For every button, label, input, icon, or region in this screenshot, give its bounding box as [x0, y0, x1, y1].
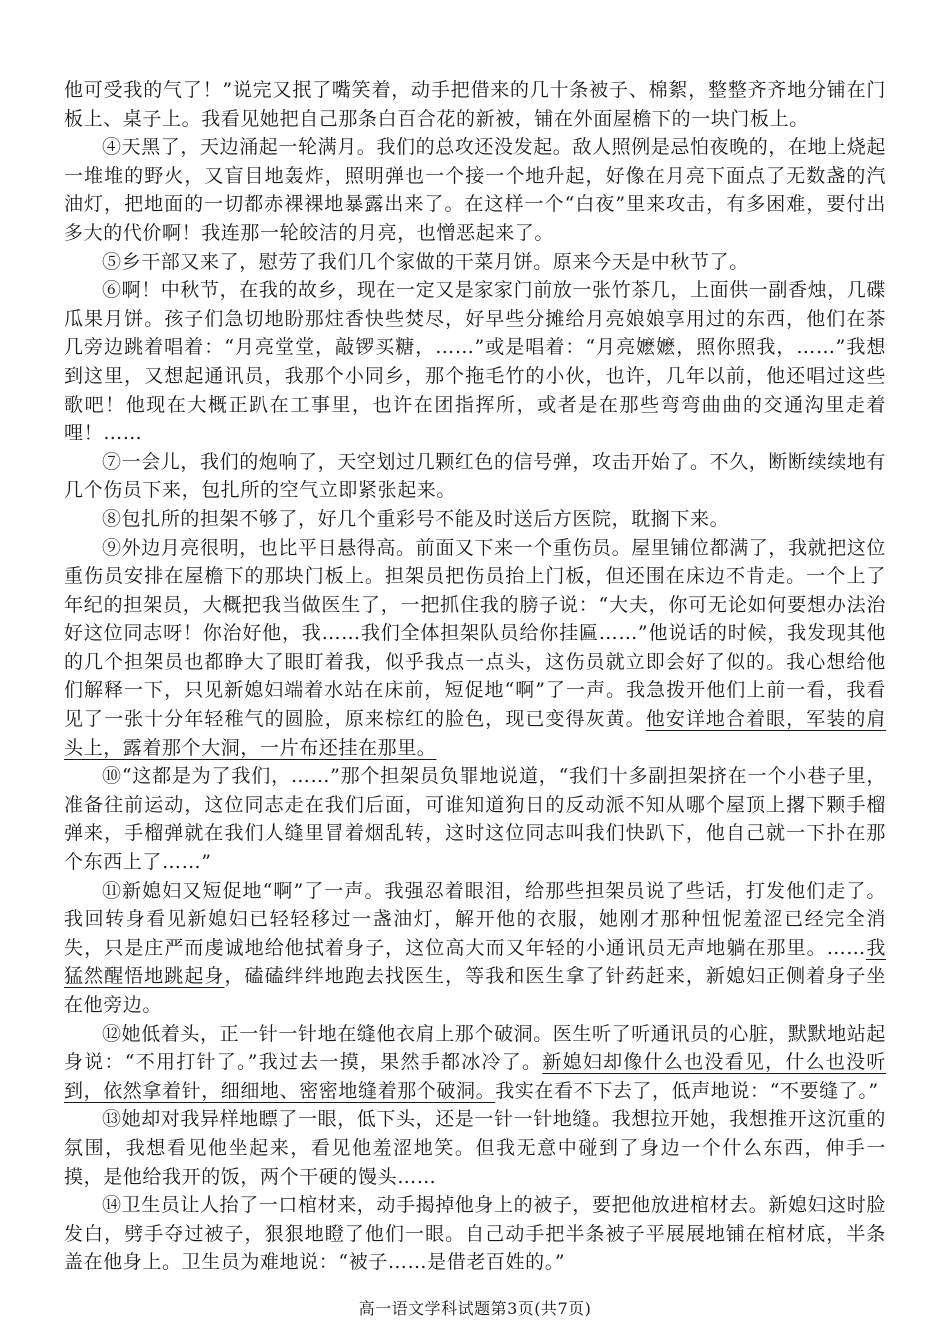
paragraph-text: ⑨外边月亮很明，也比平日悬得高。前面又下来一个重伤员。屋里铺位都满了，我就把这位重伤员安排在屋檐下的那块门板上。担架员把伤员抬上门板，但还围在床边不肯走。一个上了年纪的担架员，大概把我当做医生了，一把抓住我的膀子说：“大夫，你可无论如何要想办法治好这位同志呀！你治好他，我……我们全体担架队员给你挂匾……”他说话的时候，我发现其他的几个担架员也都睁大了眼盯着我，似乎我点一点头，这伤员就立即会好了似的。我心想给他们解释一下，只见新媳妇端着水站在床前，短促地“啊”了一声。我急拨开他们上前一看，我看见了一张十分年轻稚气的圆脸，原来棕红的脸色，现已变得灰黄。: [64, 536, 887, 731]
passage-paragraph: [64, 762, 886, 876]
paragraph-text: ⑪新媳妇又短促地“啊”了一声。我强忍着眼泪，给那些担架员说了些话，打发他们走了。我回转身看见新媳妇已轻轻移过一盏油灯，解开他的衣服，她刚才那种忸怩羞涩已经完全消失，只是庄严而虔诚地给他拭着身子，这位高大而又年轻的小通讯员无声地躺在那里。……: [64, 879, 886, 959]
passage-paragraph: [64, 534, 886, 763]
passage-body: [64, 76, 886, 1277]
paragraph-text: ⑤乡干部又来了，慰劳了我们几个家做的干菜月饼。原来今天是中秋节了。: [102, 250, 749, 273]
passage-paragraph: [64, 76, 886, 133]
passage-paragraph: [64, 1020, 886, 1106]
passage-paragraph: [64, 248, 886, 277]
paragraph-text: ⑧包扎所的担架不够了，好几个重彩号不能及时送后方医院，耽搁下来。: [102, 507, 730, 530]
passage-paragraph: [64, 133, 886, 247]
paragraph-text: ④天黑了，天边涌起一轮满月。我们的总攻还没发起。敌人照例是忌怕夜晚的，在地上烧起一堆堆的野火，又盲目地轰炸，照明弹也一个接一个地升起，好像在月亮下面点了无数盏的汽油灯，把地面的一切都赤裸裸地暴露出来了。在这样一个“白夜”里来攻击，有多困难，要付出多大的代价啊！我连那一轮皎洁的月亮，也憎恶起来了。: [64, 136, 887, 244]
paragraph-text: ，磕磕绊绊地跑去找医生，等我和医生拿了针药赶来，新媳妇正侧着身子坐在他旁边。: [64, 965, 886, 1016]
passage-paragraph: [64, 276, 886, 448]
underlined-sentence: 我猛然醒悟地跳起身: [64, 936, 886, 988]
underlined-sentence: 新媳妇却像什么也没看见，什么也没听到，依然拿着针，细细地、密密地缝着那个破洞。: [64, 1051, 886, 1102]
paragraph-text: ⑫她低着头，正一针一针地在缝他衣肩上那个破洞。医生听了听通讯员的心脏，默默地站起身说：“不用打针了。”我过去一摸，果然手都冰冷了。: [64, 1022, 887, 1074]
paragraph-text: ⑬她却对我异样地瞟了一眼，低下头，还是一针一针地缝。我想拉开她，我想推开这沉重的氛围，我想看见他坐起来，看见他羞涩地笑。但我无意中碰到了身边一个什么东西，伸手一摸，是他给我开的饭，两个干硬的馒头……: [64, 1108, 887, 1188]
passage-paragraph: [64, 448, 886, 505]
paragraph-text: ⑩“这都是为了我们，……”那个担架员负罪地说道，“我们十多副担架挤在一个小巷子里，准备往前运动，这位同志走在我们后面，可谁知道狗日的反动派不知从哪个屋顶上撂下颗手榴弹来，手榴弹就在我们人缝里冒着烟乱转，这时这位同志叫我们快趴下，他自己就一下扑在那个东西上了……”: [64, 765, 886, 874]
passage-paragraph: [64, 877, 886, 1020]
paragraph-text: ⑭卫生员让人抬了一口棺材来，动手揭掉他身上的被子，要把他放进棺材去。新媳妇这时脸发白，劈手夺过被子，狠狠地瞪了他们一眼。自己动手把半条被子平展展地铺在棺材底，半条盖在他身上。卫生员为难地说：“被子……是借老百姓的。”: [64, 1194, 887, 1274]
passage-paragraph: [64, 505, 886, 534]
passage-paragraph: [64, 1191, 886, 1277]
paragraph-text: ⑦一会儿，我们的炮响了，天空划过几颗红色的信号弹，攻击开始了。不久，断断续续地有几个伤员下来，包扎所的空气立即紧张起来。: [64, 450, 887, 502]
paragraph-text: 他可受我的气了！”说完又抿了嘴笑着，动手把借来的几十条被子、棉絮，整整齐齐地分铺在门板上、桌子上。我看见她把自己那条白百合花的新被，铺在外面屋檐下的一块门板上。: [64, 79, 886, 130]
paragraph-text: 我实在看不下去了，低声地说：“不要缝了。”: [495, 1079, 879, 1102]
underlined-sentence: 他安详地合着眼，军装的肩头上，露着那个大洞，一片布还挂在那里。: [64, 708, 887, 759]
page-footer: 高一语文学科试题第3页(共7页): [358, 1299, 592, 1318]
paragraph-text: ⑥啊！中秋节，在我的故乡，现在一定又是家家门前放一张竹茶几，上面供一副香烛，几碟瓜果月饼。孩子们急切地盼那炷香快些焚尽，好早些分摊给月亮娘娘享用过的东西，他们在茶几旁边跳着唱着：“月亮堂堂，敲锣买糖，……”或是唱着：“月亮嬷嬷，照你照我，……”我想到这里，又想起通讯员，我那个小同乡，那个拖毛竹的小伙，也许，几年以前，他还唱过这些歌吧！他现在大概正趴在工事里，也许在团指挥所，或者是在那些弯弯曲曲的交通沟里走着哩！……: [64, 279, 887, 445]
passage-paragraph: [64, 1105, 886, 1191]
